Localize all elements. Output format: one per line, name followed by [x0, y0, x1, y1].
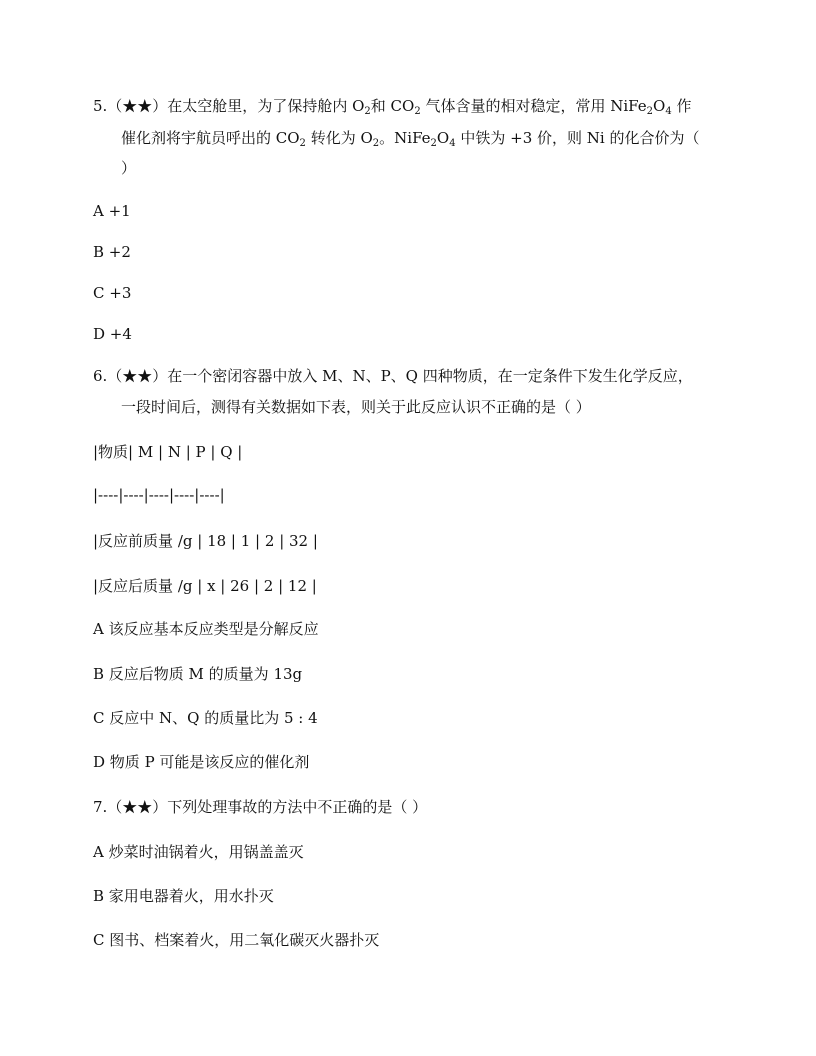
q7-option-a: A 炒菜时油锅着火，用锅盖盖灭 [93, 843, 304, 861]
q5-stem-line-3: ） [121, 159, 137, 177]
q6-table-header: |物质| M | N | P | Q | [93, 443, 243, 461]
q6-option-b: B 反应后物质 M 的质量为 13g [93, 665, 303, 683]
q6-table-row-before: |反应前质量 /g | 18 | 1 | 2 | 32 | [93, 532, 318, 550]
q5-option-c: C +3 [93, 284, 132, 302]
q6-option-c: C 反应中 N、Q 的质量比为 5 : 4 [93, 709, 318, 727]
q5-option-a: A +1 [93, 202, 131, 220]
q7-stem: 7.（★★）下列处理事故的方法中不正确的是（ ） [93, 798, 428, 816]
q6-table-row-after: |反应后质量 /g | x | 26 | 2 | 12 | [93, 577, 317, 595]
q6-stem-line-2: 一段时间后，测得有关数据如下表，则关于此反应认识不正确的是（ ） [121, 398, 591, 416]
q6-stem-line-1: 6.（★★）在一个密闭容器中放入 M、N、P、Q 四种物质，在一定条件下发生化学反应， [93, 367, 693, 385]
q7-option-c: C 图书、档案着火，用二氧化碳灭火器扑灭 [93, 931, 380, 949]
q7-option-b: B 家用电器着火，用水扑灭 [93, 887, 274, 905]
q6-option-a: A 该反应基本反应类型是分解反应 [93, 620, 319, 638]
q6-option-d: D 物质 P 可能是该反应的催化剂 [93, 753, 310, 771]
q6-table-separator: |----|----|----|----|----| [93, 486, 225, 504]
q5-stem-line-1: 5.（★★）在太空舱里，为了保持舱内 $O_2$和 $CO_2$ 气体含量的相对稳定，常用 $NiFe_2O_4$ 作 [93, 97, 692, 117]
q5-stem-line-2: 催化剂将宇航员呼出的 $CO_2$ 转化为 $O_2$。$NiFe_2O_4$ 中铁为 +3 价，则 Ni 的化合价为（ [121, 129, 700, 149]
q5-option-b: B +2 [93, 243, 131, 261]
q5-option-d: D +4 [93, 325, 132, 343]
